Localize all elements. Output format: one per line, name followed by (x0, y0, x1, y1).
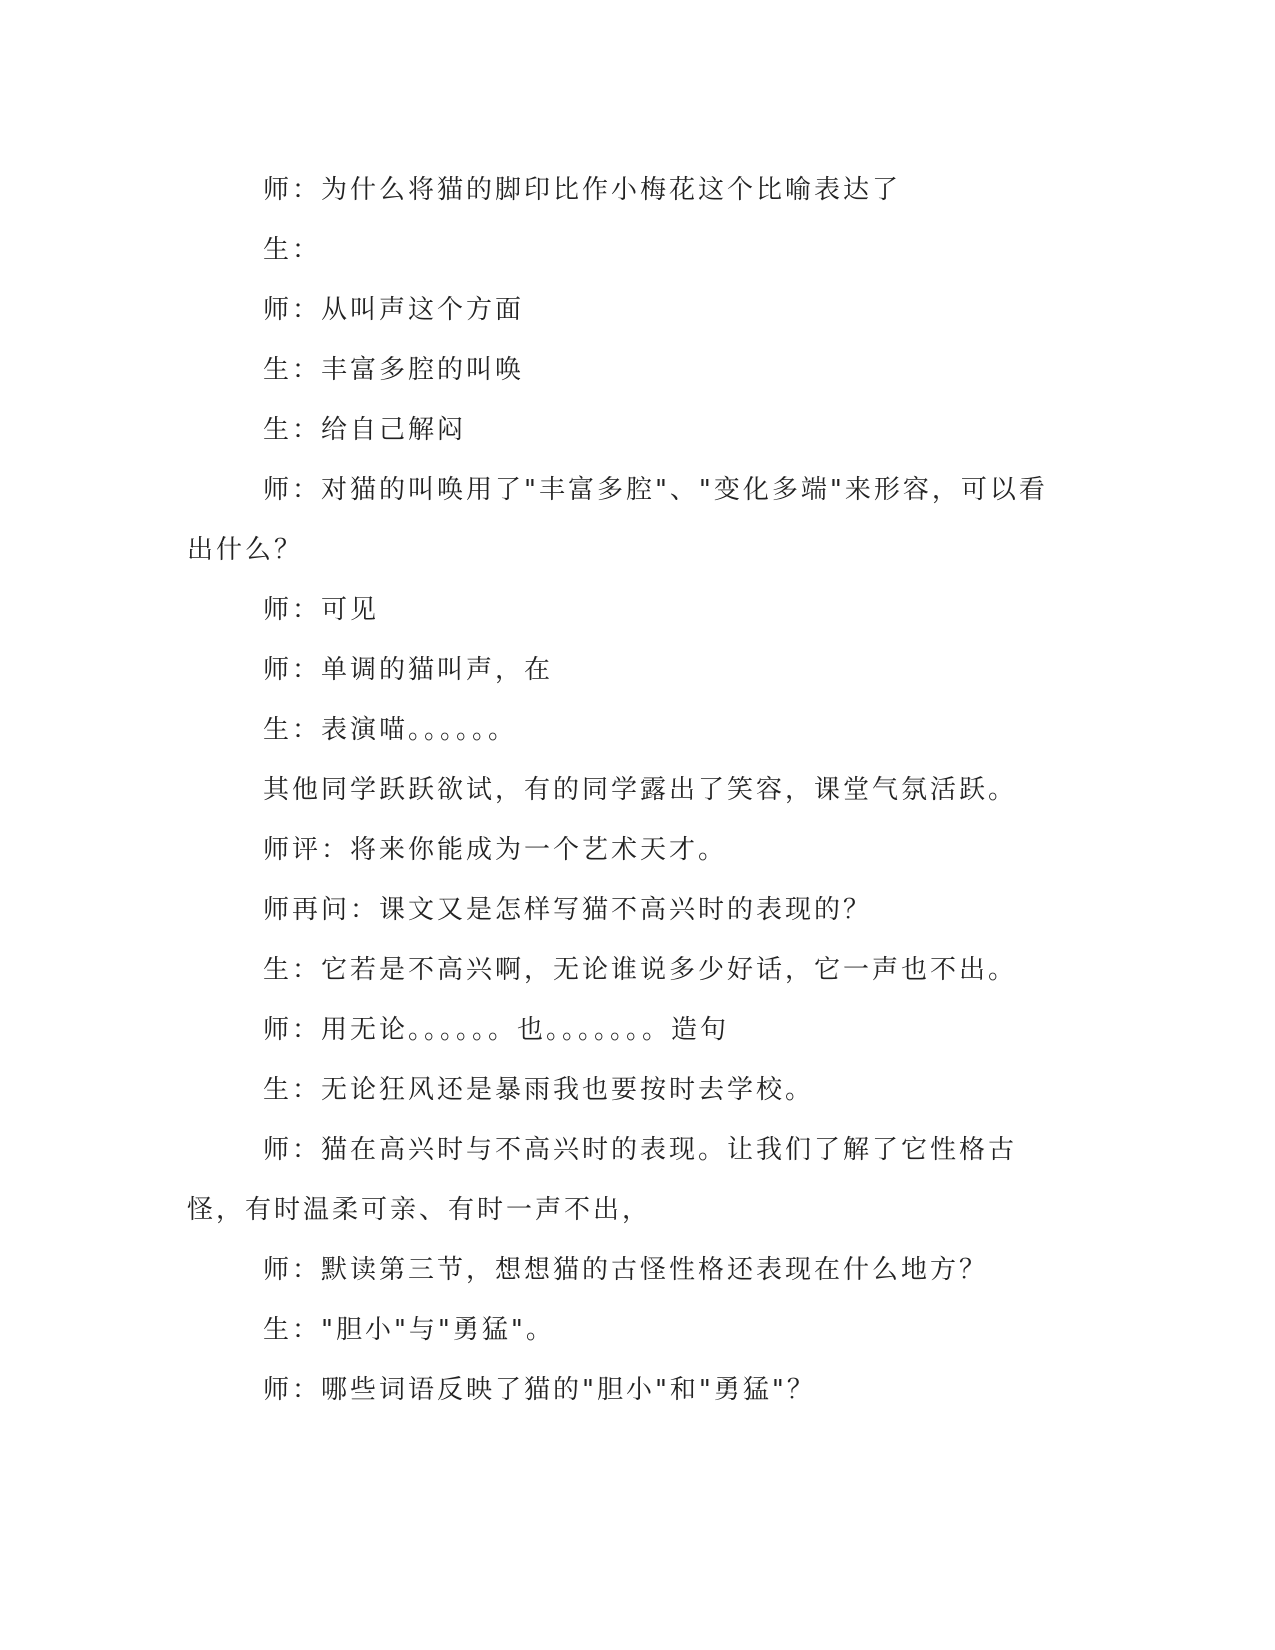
paragraph: 师再问：课文又是怎样写猫不高兴时的表现的？ (263, 895, 873, 925)
paragraph: 其他同学跃跃欲试，有的同学露出了笑容，课堂气氛活跃。 (263, 775, 1018, 805)
paragraph: 师：对猫的叫唤用了"丰富多腔"、"变化多端"来形容，可以看出什么？ (187, 475, 1048, 565)
paragraph: 师：哪些词语反映了猫的"胆小"和"勇猛"？ (263, 1375, 816, 1405)
paragraph: 生： (263, 235, 322, 265)
paragraph: 师：默读第三节，想想猫的古怪性格还表现在什么地方？ (263, 1255, 989, 1285)
paragraph: 师：可见 (263, 595, 380, 625)
paragraph: 生：给自己解闷 (263, 415, 467, 445)
paragraph: 师：从叫声这个方面 (263, 295, 525, 325)
paragraph: 生：无论狂风还是暴雨我也要按时去学校。 (263, 1075, 815, 1105)
paragraph: 生：表演喵。。。。。。 (263, 715, 518, 745)
paragraph: 师评：将来你能成为一个艺术天才。 (263, 835, 728, 865)
paragraph: 师：用无论。。。。。。也。。。。。。。造句 (263, 1015, 730, 1045)
paragraph: 生："胆小"与"勇猛"。 (263, 1315, 555, 1345)
paragraph: 师：为什么将猫的脚印比作小梅花这个比喻表达了 (263, 175, 902, 205)
document-body (187, 160, 1067, 1420)
paragraph: 师：单调的猫叫声，在 (263, 655, 554, 685)
paragraph: 生：丰富多腔的叫唤 (263, 355, 525, 385)
paragraph: 师：猫在高兴时与不高兴时的表现。让我们了解了它性格古怪，有时温柔可亲、有时一声不出， (187, 1135, 1018, 1225)
paragraph: 生：它若是不高兴啊，无论谁说多少好话，它一声也不出。 (263, 955, 1018, 985)
